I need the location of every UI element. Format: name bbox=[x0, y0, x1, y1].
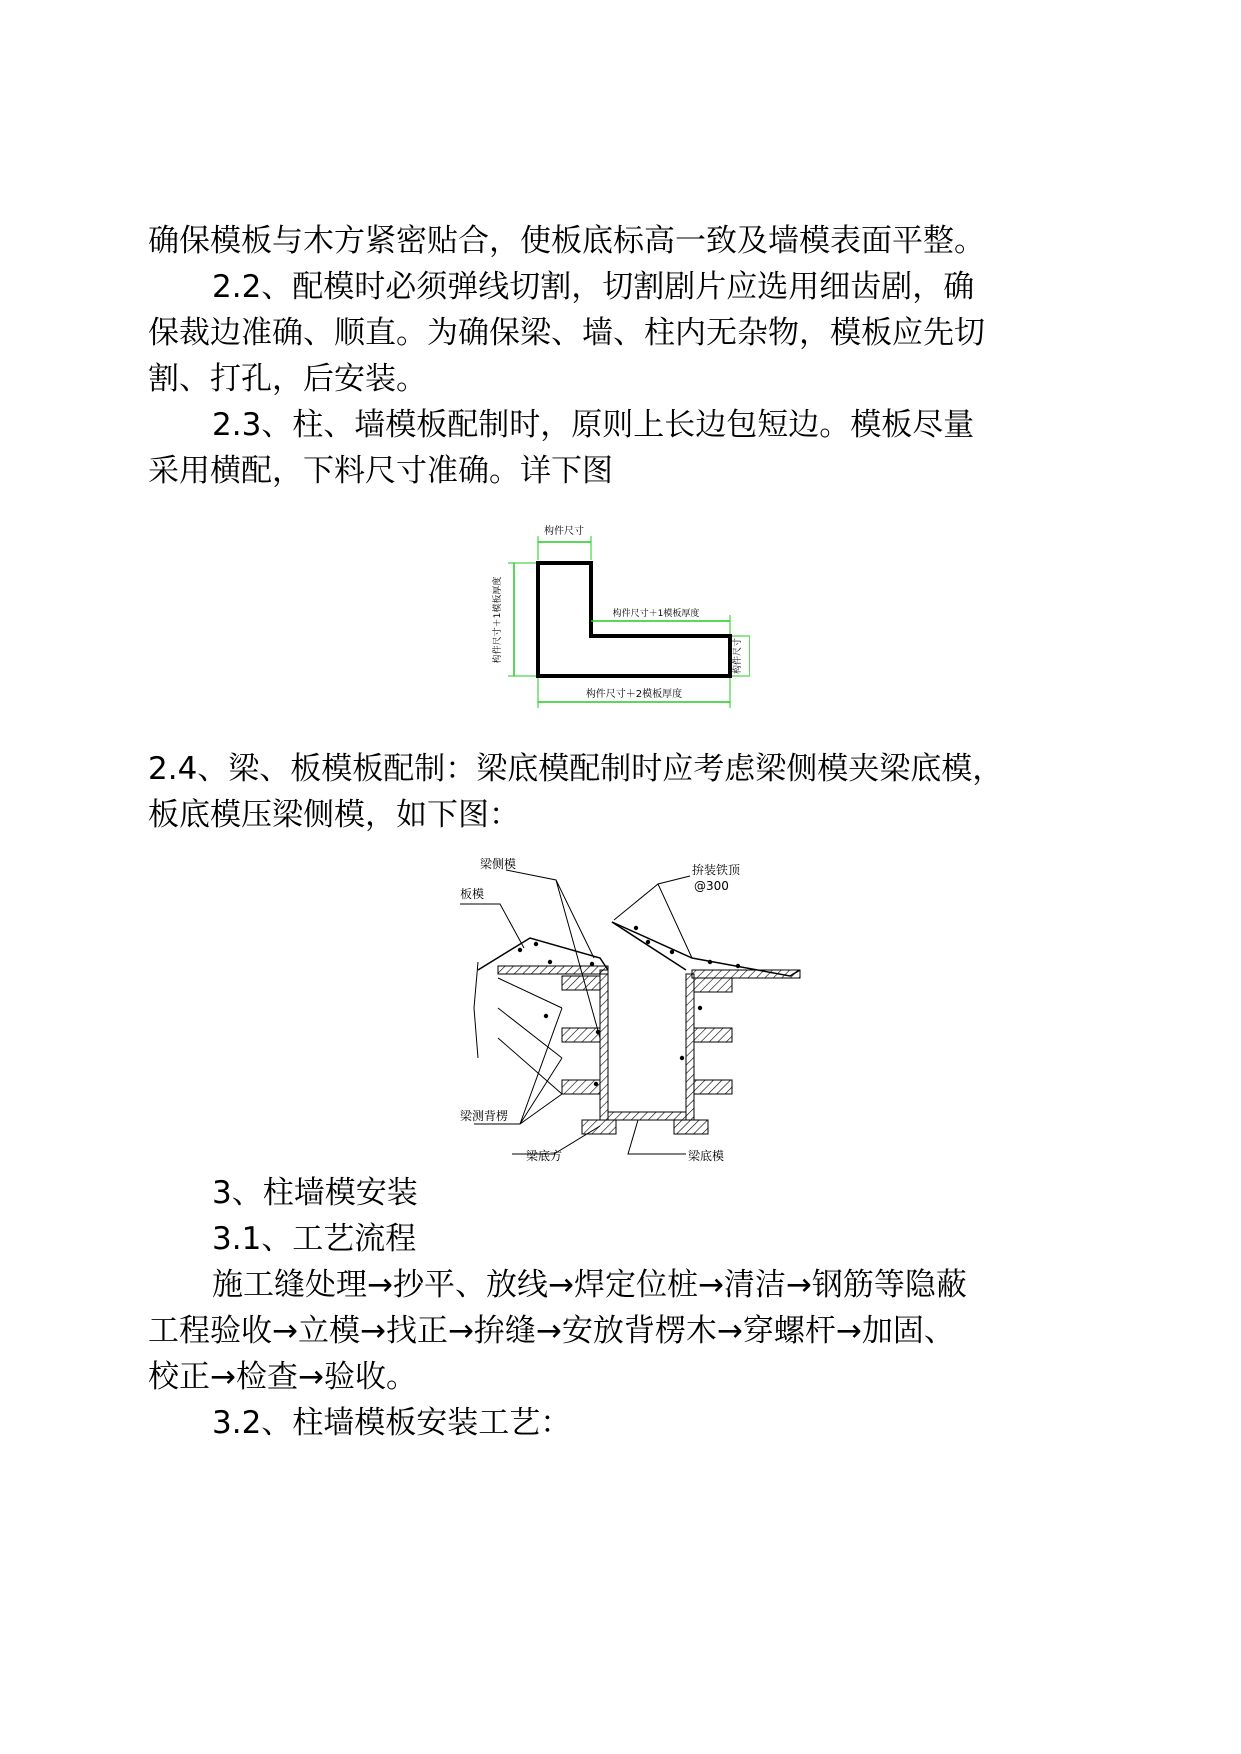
label-slab-form: 板模 bbox=[460, 887, 485, 901]
paragraph-5-line-2: 工程验收→立模→找正→拚缝→安放背楞木→穿螺杆→加固、 bbox=[148, 1313, 955, 1349]
section-3-1-heading: 3.1、工艺流程 bbox=[212, 1221, 417, 1257]
label-beam-back-timber: 梁测背楞 bbox=[460, 1109, 509, 1123]
paragraph-4-line-1: 2.4、梁、板模板配制：梁底模配制时应考虑梁侧模夹梁底模， bbox=[148, 751, 1004, 787]
label-assembly-nail: 拚装铁顶 bbox=[692, 863, 741, 877]
beam-side-form-left bbox=[600, 970, 608, 1120]
back-timber bbox=[694, 1080, 732, 1094]
beam-bottom-form bbox=[608, 1112, 686, 1120]
dim-left-label: 构件尺寸＋1模板厚度 bbox=[493, 576, 503, 664]
dim-bottom-label: 构件尺寸＋2模板厚度 bbox=[585, 689, 683, 700]
slab-form-left bbox=[498, 966, 608, 974]
label-beam-side-form: 梁侧模 bbox=[480, 858, 517, 871]
label-spacing: @300 bbox=[694, 879, 729, 893]
section-3-2-heading: 3.2、柱墙模板安装工艺： bbox=[212, 1405, 572, 1441]
paragraph-5-line-1: 施工缝处理→抄平、放线→焊定位桩→清洁→钢筋等隐蔽 bbox=[212, 1267, 967, 1303]
dim-top-label: 构件尺寸 bbox=[544, 526, 584, 537]
paragraph-1-line-1: 确保模板与木方紧密贴合，使板底标高一致及墙模表面平整。 bbox=[148, 223, 985, 259]
dim-right-label: 构件尺寸 bbox=[733, 637, 743, 675]
back-timber bbox=[562, 976, 600, 990]
paragraph-2-line-1: 2.2、配模时必须弹线切割，切割剧片应选用细齿剧，确 bbox=[212, 269, 975, 305]
paragraph-3-line-2: 采用横配，下料尺寸准确。详下图 bbox=[148, 453, 613, 489]
paragraph-2-line-2: 保裁边准确、顺直。为确保梁、墙、柱内无杂物，模板应先切 bbox=[148, 315, 985, 351]
back-timber bbox=[694, 1028, 732, 1042]
beam-slab-formwork-figure bbox=[460, 858, 810, 1163]
paragraph-3-line-1: 2.3、柱、墙模板配制时，原则上长边包短边。模板尽量 bbox=[212, 407, 975, 443]
paragraph-2-line-3: 割、打孔，后安装。 bbox=[148, 361, 427, 397]
back-timber bbox=[562, 1080, 600, 1094]
dim-middle-label: 构件尺寸＋1模板厚度 bbox=[612, 609, 700, 619]
back-timber bbox=[694, 978, 732, 992]
paragraph-4-line-2: 板底模压梁侧模，如下图： bbox=[148, 797, 520, 833]
paragraph-5-line-3: 校正→检查→验收。 bbox=[148, 1359, 417, 1395]
slab-form-right bbox=[692, 970, 800, 978]
beam-bottom-square bbox=[674, 1120, 708, 1134]
label-beam-bottom-form: 梁底模 bbox=[688, 1149, 725, 1163]
l-shape-outline bbox=[538, 563, 730, 676]
l-shape-formwork-figure bbox=[480, 520, 750, 720]
section-3-heading: 3、柱墙模安装 bbox=[212, 1175, 418, 1211]
beam-side-form-right bbox=[686, 974, 694, 1120]
back-timber bbox=[562, 1028, 600, 1042]
label-beam-bottom-square: 梁底方 bbox=[526, 1149, 563, 1163]
